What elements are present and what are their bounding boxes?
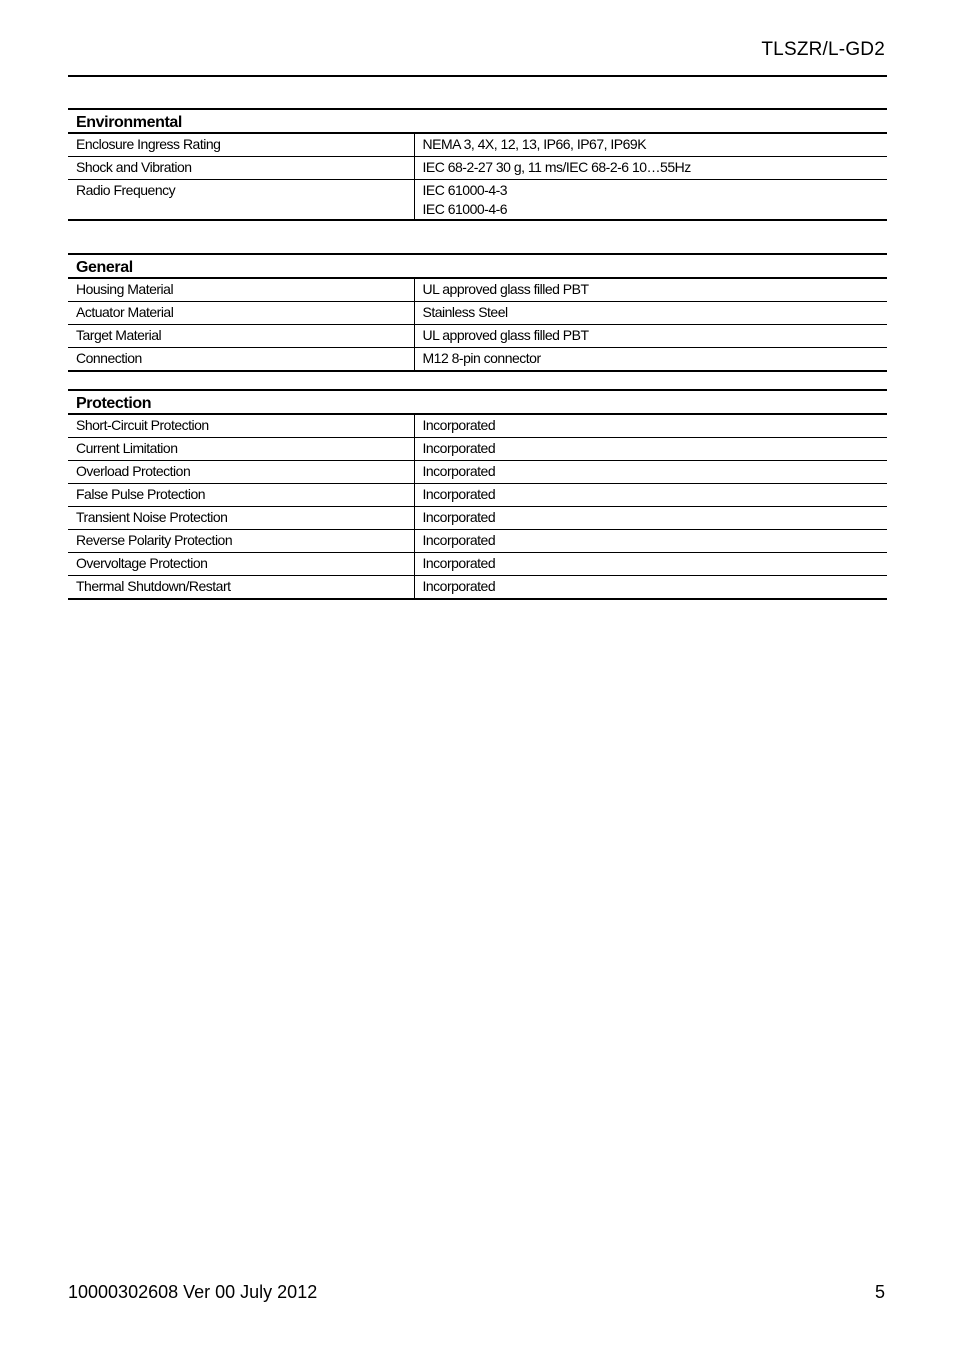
row-value: Incorporated <box>414 461 887 484</box>
row-label: False Pulse Protection <box>68 484 414 507</box>
table-row <box>68 576 887 600</box>
table-row <box>68 507 887 530</box>
row-value: Incorporated <box>414 507 887 530</box>
row-value: Incorporated <box>414 414 887 438</box>
table-row <box>68 553 887 576</box>
value-line: NEMA 3, 4X, 12, 13, IP66, IP67, IP69K <box>422 136 647 152</box>
row-label: Housing Material <box>68 278 414 302</box>
value-line: UL approved glass filled PBT <box>422 281 589 297</box>
table-row <box>68 157 887 180</box>
table-row <box>68 484 887 507</box>
table-heading: Protection <box>68 390 887 414</box>
table-row <box>68 348 887 372</box>
row-label: Short-Circuit Protection <box>68 414 414 438</box>
table-row <box>68 278 887 302</box>
row-label: Overvoltage Protection <box>68 553 414 576</box>
row-value: Incorporated <box>414 553 887 576</box>
row-label: Overload Protection <box>68 461 414 484</box>
row-value <box>414 278 887 302</box>
row-value <box>414 180 887 221</box>
row-label: Current Limitation <box>68 438 414 461</box>
table-heading: General <box>68 254 887 278</box>
row-value: Incorporated <box>414 438 887 461</box>
value-line: Stainless Steel <box>422 304 508 320</box>
header-divider <box>68 75 887 77</box>
row-label: Transient Noise Protection <box>68 507 414 530</box>
value-line: IEC 61000-4-6 <box>422 201 508 217</box>
table-row <box>68 325 887 348</box>
table-heading: Environmental <box>68 109 887 133</box>
row-label: Enclosure Ingress Rating <box>68 133 414 157</box>
row-label: Target Material <box>68 325 414 348</box>
table-row <box>68 530 887 553</box>
table-row <box>68 461 887 484</box>
row-value <box>414 348 887 372</box>
value-line: M12 8-pin connector <box>422 350 541 366</box>
document-title: TLSZR/L-GD2 <box>761 39 885 60</box>
row-value: Incorporated <box>414 576 887 600</box>
table-row <box>68 414 887 438</box>
row-value <box>414 157 887 180</box>
table-row <box>68 302 887 325</box>
row-label: Radio Frequency <box>68 180 414 221</box>
row-label: Connection <box>68 348 414 372</box>
row-value <box>414 133 887 157</box>
protection-table <box>68 389 887 600</box>
document-version: 10000302608 Ver 00 July 2012 <box>68 1282 318 1302</box>
row-label: Shock and Vibration <box>68 157 414 180</box>
general-table <box>68 253 887 372</box>
table-row <box>68 180 887 221</box>
table-row <box>68 133 887 157</box>
row-label: Thermal Shutdown/Restart <box>68 576 414 600</box>
row-value: Incorporated <box>414 530 887 553</box>
page-number: 5 <box>874 1282 885 1302</box>
value-line: IEC 61000-4-3 <box>422 182 508 198</box>
row-label: Actuator Material <box>68 302 414 325</box>
row-value <box>414 302 887 325</box>
environmental-table <box>68 108 887 221</box>
row-value <box>414 325 887 348</box>
value-line: IEC 68-2-27 30 g, 11 ms/IEC 68-2-6 10…55Hz <box>422 159 691 175</box>
value-line: UL approved glass filled PBT <box>422 327 589 343</box>
row-value: Incorporated <box>414 484 887 507</box>
row-label: Reverse Polarity Protection <box>68 530 414 553</box>
table-row <box>68 438 887 461</box>
